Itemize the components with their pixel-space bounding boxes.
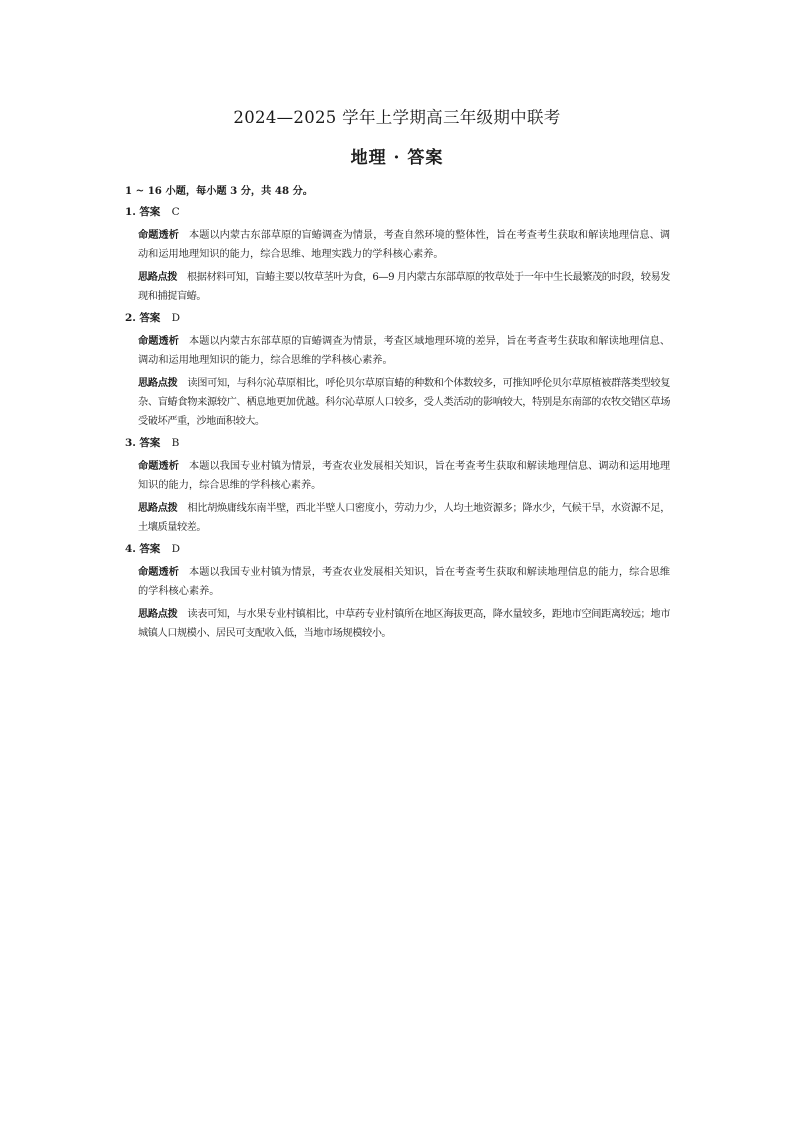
question-number: 4. [125, 543, 136, 555]
reasoning-text: 读图可知，与科尔沁草原相比，呼伦贝尔草原盲蝽的种数和个体数较多，可推知呼伦贝尔草原植被群落类型较复杂、盲蝽食物来源较广、栖息地更加优越。科尔沁草原人口较多，受人类活动的影响较大，特别是东南部的农牧交错区草场受破坏严重，沙地面积较大。 [138, 378, 670, 427]
question-4 [125, 541, 670, 643]
analysis-paragraph [138, 457, 670, 495]
question-2 [125, 310, 670, 431]
reasoning-text: 根据材料可知，盲蝽主要以牧草茎叶为食，6—9 月内蒙古东部草原的牧草处于一年中生长最繁茂的时段，较易发现和捕捉盲蝽。 [138, 272, 670, 302]
document-subtitle: 地理 · 答案 [350, 148, 444, 168]
reasoning-text: 读表可知，与水果专业村镇相比，中草药专业村镇所在地区海拔更高，降水量较多，距地市空间距离较远；地市城镇人口规模小、居民可支配收入低，当地市场规模较小。 [138, 609, 670, 639]
answer-choice: C [171, 206, 180, 218]
reasoning-paragraph [138, 268, 670, 306]
analysis-text: 本题以我国专业村镇为情景，考查农业发展相关知识，旨在考查考生获取和解读地理信息的能力，综合思维的学科核心素养。 [138, 567, 671, 597]
reasoning-label: 思路点拨 [138, 271, 178, 283]
analysis-label: 命题透析 [138, 335, 179, 347]
question-3 [125, 435, 670, 537]
analysis-text: 本题以内蒙古东部草原的盲蝽调查为情景，考查区域地理环境的差异，旨在考查考生获取和解读地理信息、调动和运用地理知识的能力，综合思维的学科核心素养。 [138, 336, 671, 366]
answer-label: 答案 [139, 312, 161, 324]
answer-label: 答案 [139, 437, 161, 449]
question-number: 3. [125, 437, 136, 449]
reasoning-label: 思路点拨 [138, 608, 178, 620]
analysis-label: 命题透析 [138, 229, 179, 241]
answer-line [125, 204, 670, 226]
analysis-label: 命题透析 [138, 460, 179, 472]
question-number: 1. [125, 206, 136, 218]
section-intro: 1 ~ 16 小题，每小题 3 分，共 48 分。 [125, 185, 313, 197]
answer-line [125, 435, 670, 457]
analysis-paragraph [138, 332, 670, 370]
document-title: 2024—2025 学年上学期高三年级期中联考 [233, 108, 561, 127]
reasoning-paragraph [138, 374, 670, 431]
answer-choice: B [171, 437, 180, 449]
answer-choice: D [171, 312, 181, 324]
reasoning-label: 思路点拨 [138, 502, 178, 514]
analysis-label: 命题透析 [138, 566, 179, 578]
answer-label: 答案 [139, 206, 161, 218]
answer-line [125, 310, 670, 332]
question-1 [125, 204, 670, 306]
reasoning-paragraph [138, 605, 670, 643]
analysis-text: 本题以内蒙古东部草原的盲蝽调查为情景，考查自然环境的整体性，旨在考查考生获取和解读地理信息、调动和运用地理知识的能力，综合思维、地理实践力的学科核心素养。 [138, 230, 671, 260]
answer-label: 答案 [139, 543, 161, 555]
answer-choice: D [171, 543, 181, 555]
analysis-paragraph [138, 563, 670, 601]
question-number: 2. [125, 312, 136, 324]
analysis-paragraph [138, 226, 670, 264]
answers-body [125, 182, 670, 647]
answer-line [125, 541, 670, 563]
analysis-text: 本题以我国专业村镇为情景，考查农业发展相关知识，旨在考查考生获取和解读地理信息、调动和运用地理知识的能力，综合思维的学科核心素养。 [138, 461, 671, 491]
reasoning-label: 思路点拨 [138, 377, 178, 389]
reasoning-text: 相比胡焕庸线东南半壁，西北半壁人口密度小，劳动力少，人均土地资源多；降水少，气候干旱，水资源不足，土壤质量较差。 [138, 503, 670, 533]
reasoning-paragraph [138, 499, 670, 537]
